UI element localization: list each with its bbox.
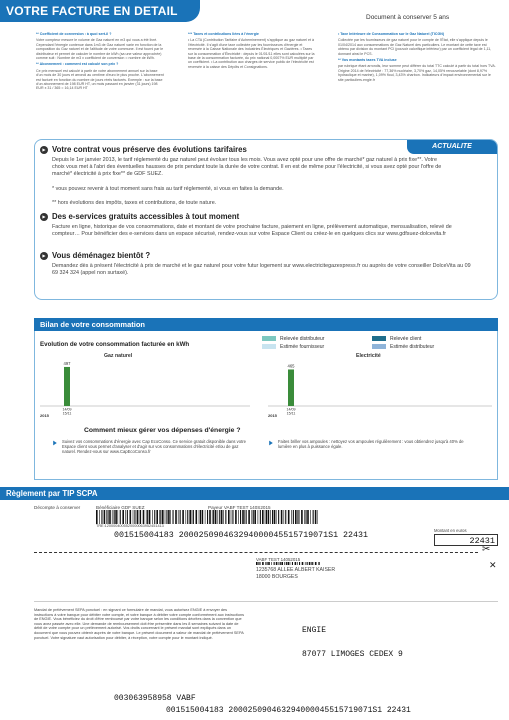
chart-data-label: 497 bbox=[63, 360, 71, 366]
gerer-title: Comment mieux gérer vos dépenses d'énergie ? bbox=[84, 427, 241, 434]
barcode-bar bbox=[196, 510, 198, 524]
info-text: Votre compteur mesure le volume de Gaz naturel en m3 qui vous a été livré. Cependant l'énergie contenue dans 1m3 de Gaz naturel varie en fonction de la composition du Gaz naturel et de l'altitude de votre commune. Il est fourni par le distributeur et permet de calculer le nombre de kWh (sa une valeur approchée) comme suit : Nombre de m3 x coefficient de conversion = nombre de kWh. bbox=[36, 38, 164, 61]
barcode-bar bbox=[256, 562, 258, 565]
barcode-bar bbox=[232, 510, 233, 524]
barcode-bar bbox=[182, 510, 184, 524]
barcode-bar bbox=[108, 510, 109, 524]
arrow-right-icon bbox=[268, 440, 274, 446]
barcode-bar bbox=[228, 510, 230, 524]
barcode-bar bbox=[272, 510, 273, 524]
barcode-bar bbox=[265, 510, 266, 524]
scissors-icon: ✂ bbox=[482, 544, 491, 555]
barcode-bar bbox=[156, 510, 158, 524]
legend-label: Relevée distributeur bbox=[280, 336, 325, 342]
barcode-bar bbox=[279, 562, 280, 565]
barcode-bar bbox=[168, 510, 170, 524]
barcode-bar bbox=[274, 510, 276, 524]
barcode-bar bbox=[193, 510, 194, 524]
montant-label: Montant en euros bbox=[434, 528, 467, 533]
barcode-bar bbox=[122, 510, 124, 524]
section-note-1: * vous pouvez revenir à tout moment sans frais au tarif réglementé, si vous en faites la demande. bbox=[52, 186, 284, 192]
barcode-bar bbox=[270, 510, 271, 524]
barcode-bar bbox=[134, 510, 135, 524]
barcode-bar bbox=[271, 562, 272, 565]
bilan-title: Bilan de votre consommation bbox=[40, 320, 146, 329]
barcode-bar bbox=[215, 510, 217, 524]
gerer-left-text: Suivez vos consommations d'énergie avec Cap EcoConso. Ce service gratuit disponible dans votre Espace client vous permet d'analyser et d'agir sur vos consommations d'électricité et/ou de gaz naturel. Rendez-vous sur www.CapEcoConso.fr bbox=[62, 439, 246, 454]
barcode-bar bbox=[104, 510, 106, 524]
info-text: par rubrique étant arrondis, leur somme peut différer du total TTC calculé à partir du total hors TVA. Origine 2014 de l'électricité : 77,36% nucléaire, 3,70% gaz, 14,05% renouvelable (dont 8,97% hydraulique et marine), 1,09% fioul, 3,43% charbon. Indicateurs d'impact environnemental sur le site particuliers.engie.fr bbox=[338, 64, 496, 82]
barcode-bar bbox=[143, 510, 145, 524]
tip-header bbox=[0, 487, 509, 500]
barcode-bar bbox=[242, 510, 244, 524]
barcode-bar bbox=[306, 510, 307, 524]
barcode-bar bbox=[285, 510, 286, 524]
legend-swatch-estimee-fournisseur bbox=[262, 344, 276, 349]
info-col-coefficient bbox=[36, 32, 164, 93]
barcode-bar bbox=[205, 510, 206, 524]
creditor-city: 87077 LIMOGES CEDEX 9 bbox=[302, 650, 403, 659]
barcode-bar bbox=[225, 510, 226, 524]
barcode-bar bbox=[133, 510, 134, 524]
barcode-bar bbox=[265, 562, 266, 565]
barcode-bar bbox=[258, 562, 259, 565]
barcode-bar bbox=[290, 562, 291, 565]
barcode-bar bbox=[231, 510, 232, 524]
barcode-bar bbox=[307, 510, 309, 524]
reference-line-top: 001515004183 200025090463294000045515719071S1 22431 bbox=[114, 531, 368, 540]
address-line-2: 18000 BOURGES bbox=[256, 574, 298, 580]
payeur-label: Payeur VABF TEST 140S2015 bbox=[208, 505, 271, 510]
barcode-bar bbox=[149, 510, 151, 524]
barcode-bar bbox=[209, 510, 211, 524]
barcode-bar bbox=[319, 562, 320, 565]
arrow-right-icon bbox=[40, 146, 48, 154]
bottom-line-2: 001515004183 200025090463294000045515719071S1 22431 bbox=[166, 706, 411, 715]
barcode-bar bbox=[200, 510, 201, 524]
beneficiaire-label: Bénéficiaire GDF SUEZ bbox=[96, 505, 145, 510]
arrow-right-icon bbox=[52, 440, 58, 446]
info-heading: ** Coefficient de conversion : à quoi sert-il ? bbox=[36, 32, 112, 36]
barcode-bar bbox=[146, 510, 147, 524]
barcode-bar bbox=[312, 562, 313, 565]
barcode-bar bbox=[213, 510, 214, 524]
barcode-bar bbox=[137, 510, 139, 524]
section-body-contrat: Depuis le 1er janvier 2013, le tarif réglementé du gaz naturel peut évoluer tous les mois. Vous avez opté pour une offre de marché* gaz naturel à prix fixe**. Votre choix vous met à l'abri des éventuelles hausses de prix pendant toute la durée de votre contrat. Il en est de même pour l'électricité, si vous avez opté pour l'offre de marché* électricité à prix fixe** de GDF SUEZ. bbox=[52, 157, 442, 177]
barcode-bar bbox=[297, 562, 298, 565]
barcode-bar bbox=[240, 510, 241, 524]
barcode-bar bbox=[125, 510, 126, 524]
barcode-bar bbox=[180, 510, 181, 524]
barcode-bar bbox=[101, 510, 102, 524]
barcode-bar bbox=[313, 510, 314, 524]
barcode-bar bbox=[207, 510, 208, 524]
legend-label: Relevée client bbox=[390, 336, 422, 342]
barcode-bar bbox=[304, 510, 305, 524]
barcode-bar bbox=[130, 510, 132, 524]
barcode-bar bbox=[221, 510, 223, 524]
barcode-bar bbox=[223, 510, 224, 524]
address-line-1: 1235768 ALLEE ALBERT KAISER bbox=[256, 567, 336, 573]
barcode-bar bbox=[154, 510, 155, 524]
barcode-small bbox=[256, 562, 320, 565]
barcode-bar bbox=[178, 510, 179, 524]
barcode-bar bbox=[118, 510, 119, 524]
chart-data-label: 465 bbox=[287, 363, 295, 369]
barcode-bar bbox=[127, 510, 128, 524]
barcode-bar bbox=[293, 510, 294, 524]
barcode-bar bbox=[307, 562, 308, 565]
barcode-bar bbox=[262, 510, 264, 524]
chart-bar bbox=[64, 367, 70, 406]
barcode-bar bbox=[254, 510, 256, 524]
keep-note: Document à conserver 5 ans bbox=[366, 14, 450, 21]
info-heading: *** Taxes et contributions liées à l'énergie bbox=[188, 32, 259, 36]
barcode-bar bbox=[258, 510, 259, 524]
section-title-contrat: Votre contrat vous préserve des évolutions tarifaires bbox=[52, 145, 247, 154]
barcode-bar bbox=[212, 510, 213, 524]
barcode-bar bbox=[298, 510, 299, 524]
gerer-right-text: Faites briller vos ampoules : nettoyez vos ampoules régulièrement : vous obtiendrez jusqu'à 40% de lumière en plus à puissance égale. bbox=[278, 439, 464, 449]
barcode-bar bbox=[302, 562, 304, 565]
barcode-bar bbox=[280, 562, 281, 565]
bilan-header bbox=[34, 318, 498, 331]
barcode-bar bbox=[284, 562, 285, 565]
page-title: VOTRE FACTURE EN DETAIL bbox=[6, 4, 178, 18]
barcode-bar bbox=[276, 562, 278, 565]
barcode-bar bbox=[162, 510, 164, 524]
barcode-bar bbox=[159, 510, 160, 524]
info-heading: • Taxe Intérieure de Consommation sur le Gaz Naturel (TICGN) bbox=[338, 32, 445, 36]
barcode-bar bbox=[318, 510, 319, 524]
barcode-bar bbox=[281, 510, 283, 524]
barcode-bar bbox=[165, 510, 166, 524]
section-body-demenagez: Demandez dès à présent l'électricité à prix de marché et le gaz naturel pour votre futur logement sur www.electricitegazexpress.fr ou auprès de votre conseiller DolceVita au 09 69 324 324 (appel non surtaxé). bbox=[52, 263, 471, 276]
barcode-bar bbox=[252, 510, 253, 524]
info-heading: ** Vos montants taxes TVA incluse bbox=[338, 58, 397, 63]
barcode-bar bbox=[189, 510, 191, 524]
legend-label: Estimée fournisseur bbox=[280, 344, 325, 350]
creditor-name: ENGIE bbox=[302, 626, 327, 635]
chart-tick-label: 15/11 bbox=[286, 411, 296, 416]
chart-title-electricite: Electricité bbox=[356, 353, 381, 359]
barcode-bar bbox=[120, 510, 121, 524]
cross-mark-icon: ✕ bbox=[489, 560, 497, 570]
legend-swatch-releve-distributeur bbox=[262, 336, 276, 341]
chart-year-label: 2015 bbox=[40, 413, 49, 418]
barcode-bar bbox=[297, 510, 298, 524]
barcode-bar bbox=[311, 562, 312, 565]
barcode-bar bbox=[114, 510, 115, 524]
barcode-bar bbox=[266, 510, 267, 524]
barcode-bar bbox=[281, 562, 283, 565]
addressee-ref: VABF TEST 14052015 bbox=[256, 557, 301, 562]
barcode-bar bbox=[96, 510, 98, 524]
barcode-bar bbox=[173, 510, 174, 524]
barcode-bar bbox=[109, 510, 111, 524]
barcode-bar bbox=[292, 562, 293, 565]
barcode-bar bbox=[305, 562, 306, 565]
tip-reference: TRE:1200004005520000063952451413 bbox=[96, 524, 164, 528]
barcode-bar bbox=[299, 562, 300, 565]
barcode-bar bbox=[309, 562, 311, 565]
chart-gaz bbox=[40, 360, 250, 418]
info-text: • La CTA (Contribution Tarifaire d'Acheminement) s'applique au gaz naturel et à l'électricité. Il s'agit d'une taxe collectée par les fournisseurs d'énergie et reversée à la Caisse Nationale des Industries Électriques et Gazières. • Taxes sur la consommation d'Électricité : depuis le 01/01/11 elles sont calculées sur la base de la consommation facturée, du prix national 0,0007% EUR multiplié par un coefficient. • La contribution aux charges de service public de l'électricité est reversée à la caisse des Dépôts et Consignations. bbox=[188, 38, 315, 69]
barcode-bar bbox=[268, 510, 270, 524]
barcode-top bbox=[96, 510, 318, 524]
legend-label: Estimée distributeur bbox=[390, 344, 435, 350]
actualite-badge: ACTUALITE bbox=[407, 140, 497, 154]
info-columns bbox=[36, 32, 498, 142]
barcode-bar bbox=[238, 510, 239, 524]
barcode-bar bbox=[248, 510, 250, 524]
barcode-bar bbox=[291, 510, 292, 524]
barcode-bar bbox=[268, 562, 270, 565]
barcode-bar bbox=[318, 562, 319, 565]
barcode-bar bbox=[274, 562, 275, 565]
barcode-bar bbox=[199, 510, 200, 524]
barcode-bar bbox=[152, 510, 153, 524]
barcode-bar bbox=[99, 510, 100, 524]
barcode-bar bbox=[259, 562, 260, 565]
barcode-bar bbox=[112, 510, 113, 524]
section-note-2: ** hors évolutions des impôts, taxes et contributions, de toute nature. bbox=[52, 200, 217, 206]
barcode-bar bbox=[147, 510, 148, 524]
barcode-bar bbox=[288, 562, 290, 565]
barcode-bar bbox=[160, 510, 161, 524]
chart-title-gaz: Gaz naturel bbox=[104, 353, 133, 359]
barcode-bar bbox=[246, 510, 247, 524]
barcode-bar bbox=[278, 510, 279, 524]
divider bbox=[34, 601, 498, 602]
montant-value: 22431 bbox=[469, 536, 495, 546]
cut-line bbox=[34, 552, 478, 553]
info-text: Collectée par les fournisseurs de gaz naturel pour le compte de l'État, elle s'applique depuis le 01/04/2014 aux consommations de Gaz Naturel des particuliers. Le montant de cette taxe est obtenu par division du montant PCI (pouvoir calorifique inférieur) par un coefficient légal de 1,11, donnant ainsi le PCS. bbox=[338, 38, 492, 56]
arrow-right-icon bbox=[40, 213, 48, 221]
chart-electricite bbox=[268, 360, 492, 418]
barcode-bar bbox=[315, 562, 317, 565]
barcode-bar bbox=[284, 510, 285, 524]
section-body-eservices: Facture en ligne, historique de vos consommations, date et montant de votre prochaine facture, paiement en ligne, prélèvement automatique, mensualisation, relevé de compteur… Pour bénéficier des e-services dans un espace sécurisé, rendez-vous sur votre Espace Client ou créez-le en quelques clics sur www.gdfsuez-dolcevita.fr bbox=[52, 224, 452, 237]
barcode-bar bbox=[276, 510, 277, 524]
chart-tick-label: 15/11 bbox=[62, 411, 72, 416]
chart-main-title: Evolution de votre consommation facturée en kWh bbox=[40, 341, 190, 348]
tip-title: Règlement par TIP SCPA bbox=[6, 489, 98, 498]
mandate-text: Mandat de prélèvement SEPA ponctuel : en signant ce formulaire de mandat, vous autorisez ENGIE à envoyer des instructions à votre banque pour débiter votre compte, et votre banque à débiter votre compte conformément aux instructions de ENGIE. Vous bénéficiez du droit d'être remboursé par votre banque selon les conditions décrites dans la convention que vous avez passée avec elle. Une demande de remboursement doit être présentée dans les 8 semaines suivant la date de débit de votre compte pour un prélèvement autorisé. Vos droits concernant le présent mandat sont expliqués dans un document que vous pouvez obtenir auprès de votre banque. Le présent document a valeur de mandat de prélèvement SEPA ponctuel. Votre signature vaut autorisation pour débiter, à réception, votre compte pour le montant indiqué. bbox=[34, 608, 244, 640]
bottom-line-1: 003063958958 VABF bbox=[114, 694, 196, 703]
barcode-bar bbox=[140, 510, 141, 524]
chart-tick-label: 14/09 bbox=[286, 407, 296, 412]
arrow-right-icon bbox=[40, 252, 48, 260]
barcode-bar bbox=[115, 510, 117, 524]
legend-swatch-releve-client bbox=[372, 336, 386, 341]
barcode-bar bbox=[267, 562, 268, 565]
barcode-bar bbox=[295, 562, 297, 565]
legend-swatch-estimee-distributeur bbox=[372, 344, 386, 349]
barcode-bar bbox=[106, 510, 107, 524]
info-col-ticgn bbox=[338, 32, 496, 84]
barcode-bar bbox=[219, 510, 220, 524]
barcode-bar bbox=[286, 562, 287, 565]
barcode-bar bbox=[260, 510, 261, 524]
info-heading: ** Abonnement : comment est calculé son prix ? bbox=[36, 62, 119, 67]
barcode-bar bbox=[262, 562, 264, 565]
section-title-eservices: Des e-services gratuits accessibles à tout moment bbox=[52, 212, 240, 221]
barcode-bar bbox=[315, 510, 317, 524]
barcode-bar bbox=[186, 510, 187, 524]
barcode-bar bbox=[244, 510, 245, 524]
header-band bbox=[0, 0, 200, 22]
barcode-bar bbox=[253, 510, 254, 524]
decompte-label: Décompte à conserver bbox=[34, 505, 81, 510]
barcode-bar bbox=[202, 510, 204, 524]
chart-tick-label: 14/09 bbox=[62, 407, 72, 412]
barcode-bar bbox=[192, 510, 193, 524]
barcode-bar bbox=[175, 510, 177, 524]
section-title-demenagez: Vous déménagez bientôt ? bbox=[52, 251, 151, 260]
chart-bar bbox=[288, 369, 294, 406]
chart-year-label: 2015 bbox=[268, 413, 277, 418]
barcode-bar bbox=[288, 510, 290, 524]
barcode-bar bbox=[301, 510, 303, 524]
barcode-bar bbox=[170, 510, 171, 524]
barcode-bar bbox=[295, 510, 297, 524]
info-text: Ce prix mensuel est calculé à partir de votre abonnement annuel sur la base d'un mois de 30 jours et arrondi au centime d'euro le plus proche. L'abonnement est facturé en fonction du nombre de jours réels facturés. Exemple : sur la base d'un abonnement de 198 EUR HT, un mois passant en janvier (31 jours) 198 EUR x 31 / 365 = 16,14 EUR HT bbox=[36, 68, 164, 91]
barcode-bar bbox=[310, 510, 311, 524]
barcode-bar bbox=[166, 510, 167, 524]
barcode-bar bbox=[235, 510, 237, 524]
info-col-taxes bbox=[188, 32, 316, 71]
barcode-bar bbox=[187, 510, 188, 524]
barcode-bar bbox=[218, 510, 219, 524]
barcode-bar bbox=[139, 510, 140, 524]
